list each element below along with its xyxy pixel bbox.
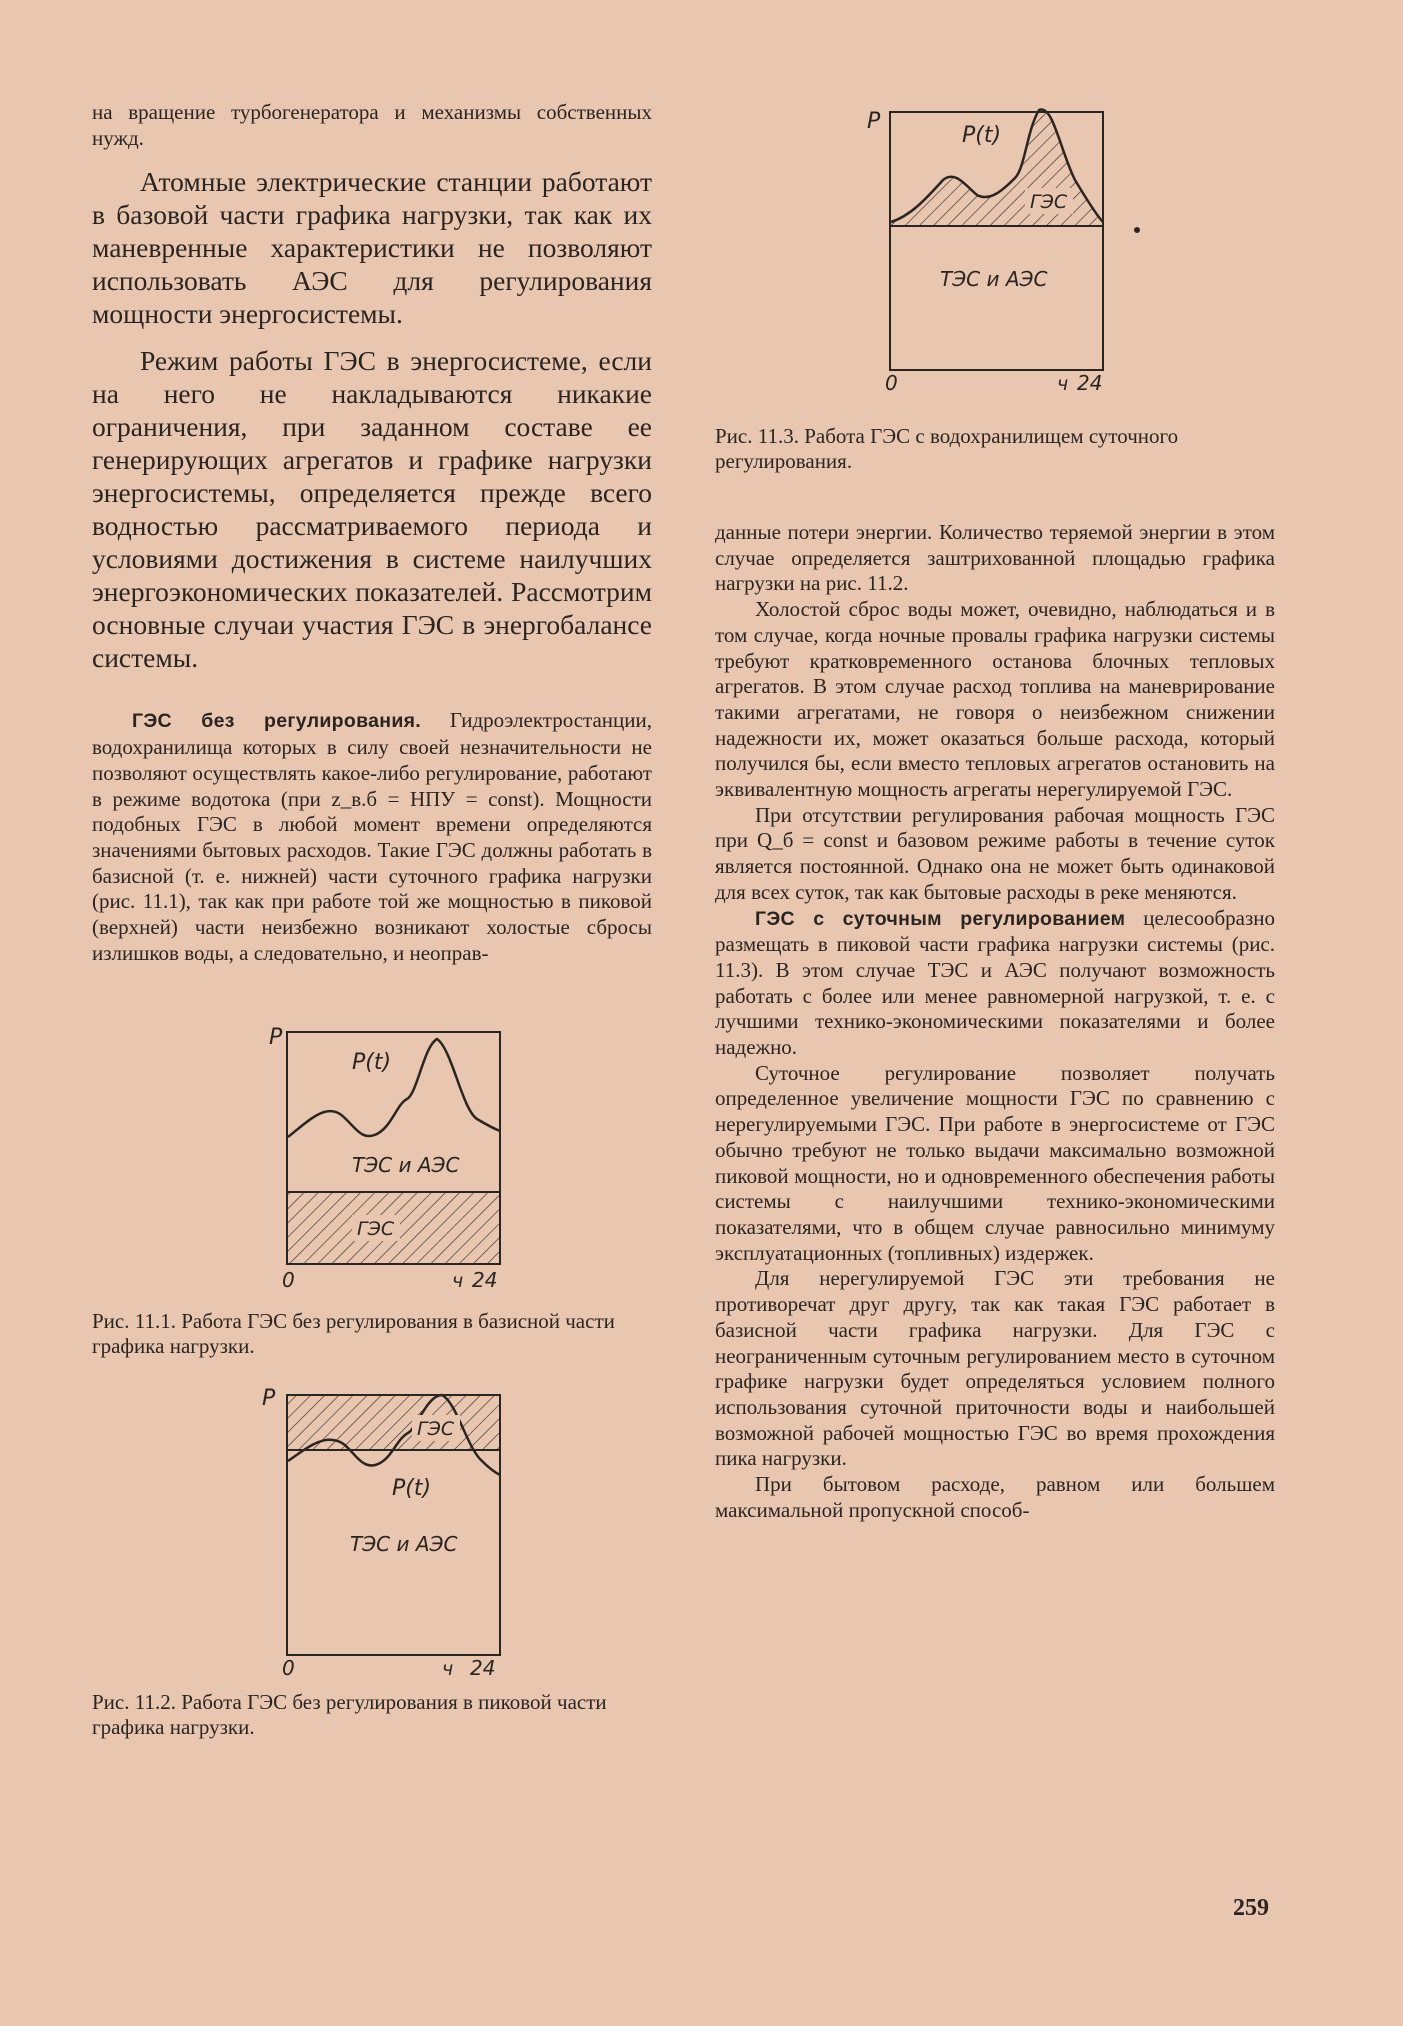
paragraph: Атомные электрические станции работают в базовой части графика нагрузки, так как их маневренные характеристики не позволяют использовать АЭС для регулирования мощности энергосистемы. <box>92 166 652 330</box>
page-number: 259 <box>1233 1895 1269 1921</box>
figure-11-3 <box>715 90 1275 400</box>
figure-caption: Рис. 11.3. Работа ГЭС с водохранилищем суточного регулирования. <box>715 424 1179 473</box>
paragraph: данные потери энергии. Количество теряемой энергии в этом случае определяется заштрихованной площадью графика нагрузки на рис. 11.2. <box>715 520 1275 596</box>
region-label: ГЭС <box>1030 191 1068 213</box>
load-curve <box>288 1039 500 1137</box>
section-heading: ГЭС без регулирования. <box>132 710 422 733</box>
figure-11-1 <box>92 994 652 1299</box>
region-label: ГЭС <box>417 1418 455 1441</box>
axis-label-p: P <box>867 109 881 134</box>
region-label: ТЭС и АЭС <box>352 1153 460 1178</box>
curve-label: P(t) <box>352 1050 392 1076</box>
figure-caption: Рис. 11.2. Работа ГЭС без регулирования в пиковой части графика нагрузки. <box>92 1690 607 1740</box>
axis-frame <box>890 112 1103 370</box>
region-label: ТЭС и АЭС <box>350 1532 458 1557</box>
left-column <box>92 100 652 1740</box>
figure-caption: Рис. 11.1. Работа ГЭС без регулирования в базисной части графика нагрузки. <box>92 1309 615 1359</box>
paragraph: Суточное регулирование позволяет получать определенное увеличение мощности ГЭС по сравнению с нерегулируемыми ГЭС. При работе в энергосистеме от ГЭС обычно требуют не только выдачи максимально возможной пиковой мощности, но и одновременного обеспечения работы системы с наилучшими технико-экономическими показателями, что в общем случае равносильно минимуму эксплуатационных (топливных) издержек. <box>715 1060 1275 1265</box>
paragraph: Холостой сброс воды может, очевидно, наблюдаться и в том случае, когда ночные провалы графика нагрузки системы требуют кратковременного останова блочных тепловых агрегатов. В этом случае расход топлива на маневрирование такими агрегатами, не говоря о неизбежном снижении надежности их, может оказаться больше расхода, который получился бы, если вместо тепловых агрегатов остановить на эквивалентную мощность агрегаты нерегулируемой ГЭС. <box>715 597 1275 802</box>
axis-tick: ч <box>452 1270 464 1293</box>
axis-label-p: P <box>262 1386 276 1412</box>
paragraph: Для нерегулируемой ГЭС эти требования не противоречат друг другу, так как такая ГЭС работает в базисной части графика нагрузки. Для ГЭС с неограниченным суточным регулированием место в суточном графике нагрузки будет определяться условием полного использования суточной приточности воды и наибольшей возможной рабочей мощностью ГЭС во время прохождения пика нагрузки. <box>715 1266 1275 1471</box>
axis-tick: 0 <box>885 371 898 395</box>
axis-tick: 24 <box>472 1268 498 1293</box>
paragraph-text: целесообразно размещать в пиковой части графика нагрузки системы (рис. 11.3). В этом случае ТЭС и АЭС получают возможность работать с более или менее равномерной нагрузкой, т. е. с лучшими технико-экономическими показателями и более надежно. <box>715 905 1276 1060</box>
paragraph-text: Гидроэлектростанции, водохранилища которых в силу своей незначительности не позволяют осуществлять какое-либо регулирование, работают в режиме водотока (при z_в.б = НПУ = const). Мощности подобных ГЭС в любой момент времени определяются значениями бытовых расходов. Такие ГЭС должны работать в базисной (т. е. нижней) части суточного графика нагрузки (рис. 11.1), так как при работе той же мощностью в пиковой (верхней) части неизбежно возникают холостые сбросы излишков воды, а следовательно, и неоправ- <box>92 708 653 965</box>
figure-11-2 <box>92 1373 652 1678</box>
paragraph <box>92 708 652 966</box>
axis-tick: 0 <box>282 1656 295 1679</box>
axis-tick: 0 <box>282 1268 295 1293</box>
dot-mark <box>1134 227 1140 233</box>
region-label: ГЭС <box>357 1218 395 1241</box>
paragraph: При отсутствии регулирования рабочая мощность ГЭС при Q_б = const и базовом режиме работы в течение суток является постоянной. Однако она не может быть одинаковой для всех суток, так как бытовые расходы в реке меняются. <box>715 802 1275 904</box>
axis-tick: 24 <box>1077 371 1103 395</box>
section-heading: ГЭС с суточным регулированием <box>755 907 1126 930</box>
axis-tick: ч <box>442 1658 454 1679</box>
axis-tick: ч <box>1057 373 1069 395</box>
region-label: ТЭС и АЭС <box>940 267 1048 291</box>
axis-label-p: P <box>269 1025 283 1051</box>
right-column <box>715 90 1275 1523</box>
paragraph: При бытовом расходе, равном или большем максимальной пропускной способ- <box>715 1472 1275 1522</box>
curve-label: P(t) <box>962 123 1002 148</box>
paragraph: на вращение турбогенератора и механизмы собственных нужд. <box>92 100 652 150</box>
paragraph <box>715 906 1275 1061</box>
axis-tick: 24 <box>470 1656 496 1679</box>
curve-label: P(t) <box>392 1476 432 1502</box>
paragraph: Режим работы ГЭС в энергосистеме, если на него не накладываются никакие ограничения, при заданном составе ее генерирующих агрегатов и графике нагрузки энергосистемы, определяется прежде всего водностью рассматриваемого периода и условиями достижения в системе наилучших энергоэкономических показателей. Рассмотрим основные случаи участия ГЭС в энергобалансе системы. <box>92 345 652 674</box>
